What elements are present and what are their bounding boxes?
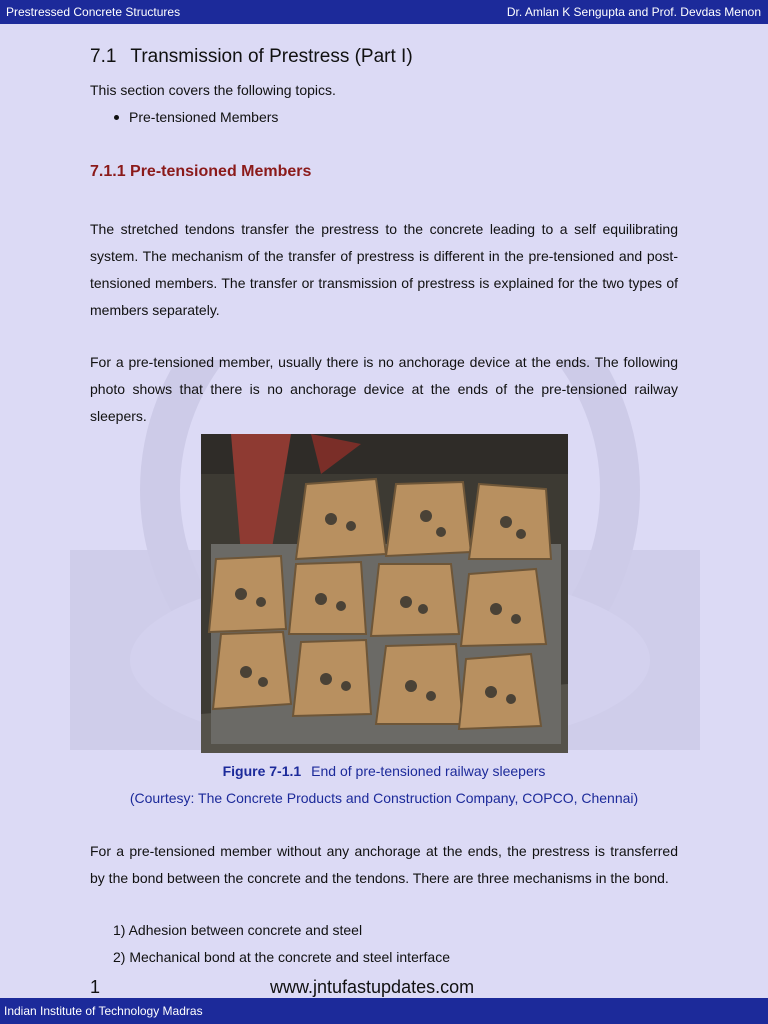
section-title [90,46,413,68]
footer-bar [0,998,768,1024]
railway-sleepers-photo [201,434,568,753]
topic-list-item [114,109,278,125]
topic-label: Pre-tensioned Members [129,109,279,125]
footer-url: www.jntufastupdates.com [270,977,475,997]
figure-courtesy: (Courtesy: The Concrete Products and Construction Company, COPCO, Chennai) [129,790,639,806]
paragraph-transfer: The stretched tendons transfer the prestress to the concrete leading to a self equilibrating system. The mechanism of the transfer of prestress is different in the pre-tensioned and post-tensioned members. The transfer or transmission of prestress is explained for the two types of members separately. [90,221,678,318]
list-item: 1) Adhesion between concrete and steel [113,922,363,938]
figure-title: End of pre-tensioned railway sleepers [311,763,546,779]
paragraph-bond: For a pre-tensioned member without any anchorage at the ends, the prestress is transferred by the bond between the concrete and the tendons. There are three mechanisms in the bond. [90,843,678,886]
figure-caption [0,763,768,779]
institute-name: Indian Institute of Technology Madras [4,1004,203,1018]
list-item: 2) Mechanical bond at the concrete and steel interface [113,949,450,965]
authors: Dr. Amlan K Sengupta and Prof. Devdas Menon [506,5,761,19]
subsection-heading: 7.1.1 Pre-tensioned Members [90,163,312,180]
header-bar [0,0,768,24]
page-number: 1 [90,977,101,997]
intro-text: This section covers the following topics. [90,82,336,98]
section-number: 7.1 [90,46,117,67]
course-title: Prestressed Concrete Structures [6,5,181,19]
figure-label: Figure 7-1.1 [222,763,302,779]
bullet-icon [114,115,119,120]
paragraph-anchorage: For a pre-tensioned member, usually there is no anchorage device at the ends. The following photo shows that there is no anchorage device at the ends of the pre-tensioned railway sleepers. [90,354,678,424]
section-heading: Transmission of Prestress (Part I) [130,46,413,67]
